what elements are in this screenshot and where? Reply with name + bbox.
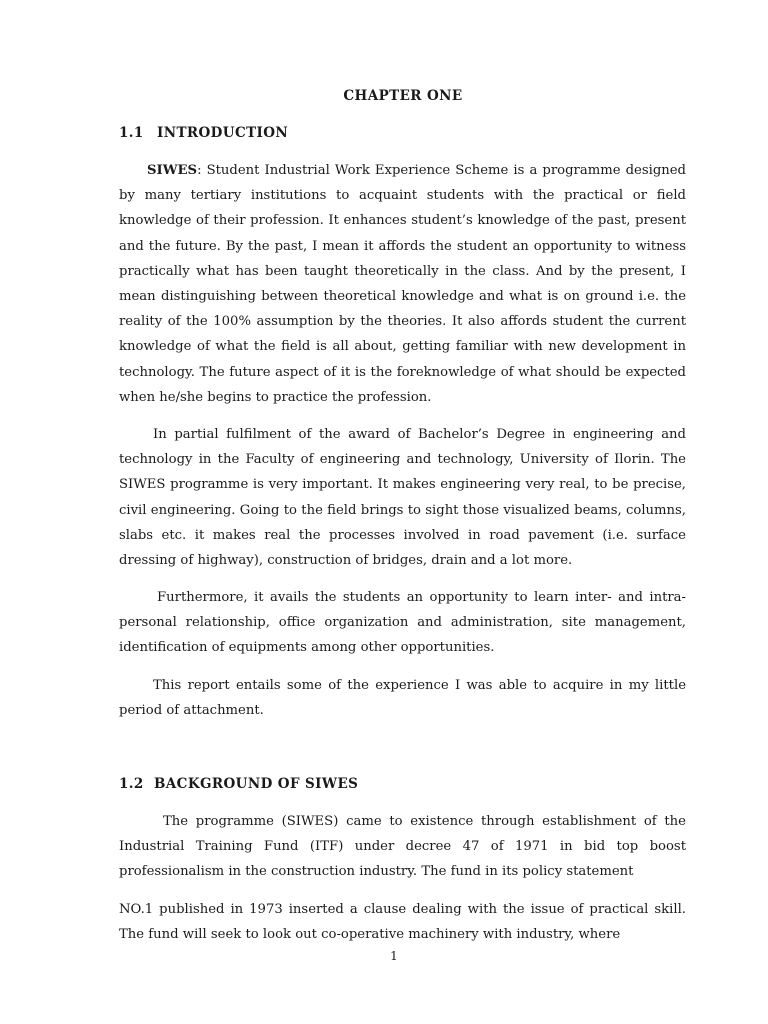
paragraph-policy-statement: NO.1 published in 1973 inserted a clause dealing with the issue of practical skill. The fund will seek to look out co-operative machinery with industry, where [119, 902, 686, 943]
section-heading-introduction [119, 125, 288, 141]
paragraph-lead-term: SIWES [147, 163, 198, 178]
paragraph-siwes-definition [119, 158, 686, 410]
paragraph-text: : Student Industrial Work Experience Scheme is a programme designed by many tertiary institutions to acquaint students with the practical or field knowledge of their profession. It enhances student’s knowledge of the past, present and the future. By the past, I mean it affords the student an opportunity to witness practically what has been taught theoretically in the class. And by the present, I mean distinguishing between theoretical knowledge and what is on ground i.e. the reality of the 100% assumption by the theories. It also affords student the current knowledge of what the field is all about, getting familiar with new development in technology. The future aspect of it is the foreknowledge of what should be expected when he/she begins to practice the profession. [119, 163, 686, 405]
paragraph-furthermore: Furthermore, it avails the students an opportunity to learn inter- and intra-personal relationship, office organization and administration, site management, identification of equipments among other opportunities. [119, 590, 686, 656]
section-title: BACKGROUND OF SIWES [154, 776, 359, 792]
section-number: 1.2 [119, 776, 144, 792]
section-heading-background [119, 776, 358, 792]
paragraph-report-entails: This report entails some of the experience I was able to acquire in my little period of attachment. [119, 678, 686, 719]
paragraph-partial-fulfilment: In partial fulfilment of the award of Bachelor’s Degree in engineering and technology in the Faculty of engineering and technology, University of Ilorin. The SIWES programme is very important. It makes engineering very real, to be precise, civil engineering. Going to the field brings to sight those visualized beams, columns, slabs etc. it makes real the processes involved in road pavement (i.e. surface dressing of highway), construction of bridges, drain and a lot more. [119, 427, 686, 569]
chapter-title: CHAPTER ONE [343, 88, 463, 104]
page-number: 1 [390, 949, 398, 963]
paragraph-programme-existence: The programme (SIWES) came to existence through establishment of the Industrial Training Fund (ITF) under decree 47 of 1971 in bid top boost professionalism in the construction industry. The fund in its policy statement [119, 814, 686, 880]
section-number: 1.1 [119, 125, 144, 141]
section-title: INTRODUCTION [157, 125, 289, 141]
